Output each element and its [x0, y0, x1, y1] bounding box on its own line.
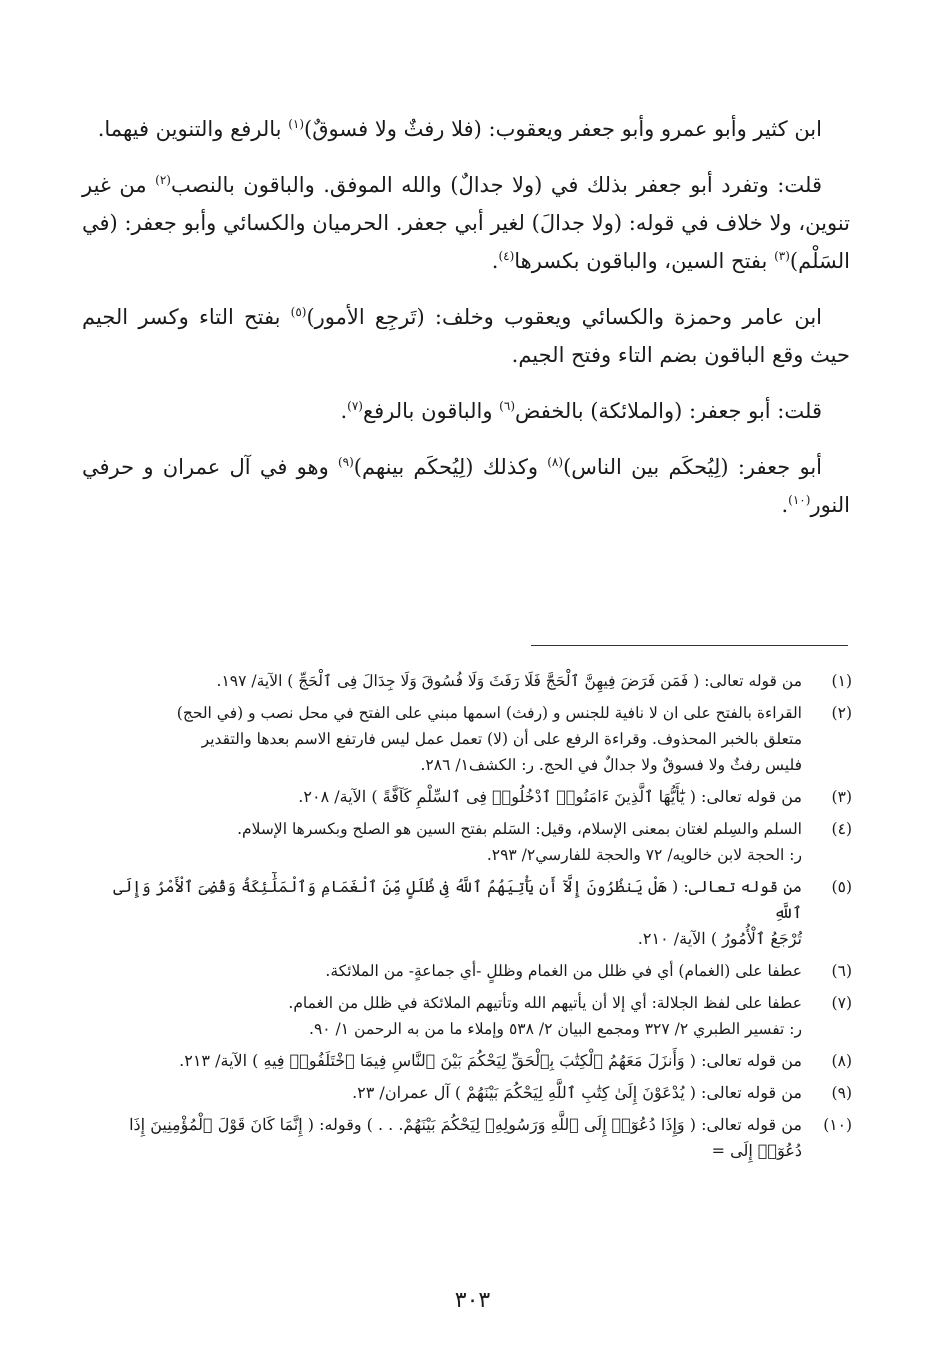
- footnote-5: [82, 874, 852, 952]
- text-run: بفتح التاء وكسر الجيم حيث وقع الباقون بضم التاء وفتح الجيم.: [82, 305, 850, 367]
- footnote-number: (٥): [831, 878, 852, 896]
- footnote-9: [82, 1080, 852, 1106]
- footnote-line: من قوله تعالى: ( وَأَنزَلَ مَعَهُمُ ٱلْكِتَٰبَ بِٱلْحَقِّ لِيَحْكُمَ بَيْنَ ٱلنَّاسِ فِيمَا ٱخْتَلَفُوا۟ فِيهِ ) الآية/ ٢١٣.: [179, 1051, 802, 1070]
- footnote-number: (٨): [831, 1052, 852, 1070]
- paragraph-2: [82, 166, 850, 280]
- footnote-line: من قوله تعالى: ( وَإِذَا دُعُوٓا۟ إِلَى ٱللَّهِ وَرَسُولِهِۦ لِيَحْكُمَ بَيْنَهُمْ. . . ) وقوله: ( إِنَّمَا كَانَ قَوْلَ ٱلْمُؤْمِنِينَ إِذَا دُعُوٓا۟ إِلَى =: [129, 1115, 802, 1160]
- main-text: [82, 110, 850, 542]
- footnote-ref: (٢): [155, 173, 171, 187]
- footnote-number: (٤): [831, 820, 852, 838]
- footnote-ref: (١٠): [788, 493, 811, 507]
- footnote-10: [82, 1112, 852, 1164]
- paragraph-3: [82, 298, 850, 374]
- text-run: وهو في آل عمران و حرفي النور: [82, 455, 850, 517]
- text-run: ابن عامر وحمزة والكسائي ويعقوب وخلف: (تَرجِع الأمور): [306, 305, 822, 329]
- footnote-7: [82, 990, 852, 1042]
- footnote-line: متعلق بالخبر المحذوف. وقراءة الرفع على أن (لا) تعمل عمل ليس فارتفع الاسم بعدها والتقدير: [201, 730, 802, 748]
- footnote-line: القراءة بالفتح على ان لا نافية للجنس و (رفث) اسمها مبني على الفتح في محل نصب و (في الحج): [176, 704, 802, 722]
- footnote-number: (٣): [831, 788, 852, 806]
- footnotes: [82, 668, 852, 1170]
- text-run: بالرفع والتنوين فيهما.: [97, 117, 289, 141]
- text-run: بفتح السين، والباقون بكسرها: [514, 249, 775, 273]
- text-run: .: [340, 399, 348, 423]
- text-run: .: [491, 249, 499, 273]
- text-run: من غير تنوين، ولا خلاف في قوله: (ولا جدالَ) لغير أبي جعفر. الحرميان والكسائي وأبو جعفر: (في السَلْم): [82, 173, 850, 273]
- footnote-line: عطفا على لفظ الجلالة: أي إلا أن يأتيهم الله وتأتيهم الملائكة في ظلل من الغمام.: [288, 994, 802, 1012]
- footnote-line: من قوله تعالى: ( فَمَن فَرَضَ فِيهِنَّ ٱلْحَجَّ فَلَا رَفَثَ وَلَا فُسُوقَ وَلَا جِدَالَ فِى ٱلْحَجِّ ) الآية/ ١٩٧.: [216, 672, 802, 690]
- footnote-6: [82, 958, 852, 984]
- paragraph-1: [82, 110, 850, 148]
- footnote-line: تُرْجَعُ ٱلْأُمُورُ ) الآية/ ٢١٠.: [637, 929, 802, 948]
- text-run: أبو جعفر: (لِيُحكَم بين الناس): [563, 455, 823, 479]
- footnote-line: عطفا على (الغمام) أي في ظلل من الغمام وظللٍ -أي جماعةٍ- من الملائكة.: [325, 962, 802, 980]
- footnote-number: (٩): [831, 1084, 852, 1102]
- footnote-ref: (٩): [337, 455, 354, 469]
- footnote-1: [82, 668, 852, 694]
- footnote-line: من قوله تعالى: ( يُدْعَوْنَ إِلَىٰ كِتَٰبِ ٱللَّهِ لِيَحْكُمَ بَيْنَهُمْ ) آل عمران/ ٢٣.: [352, 1083, 802, 1102]
- text-run: قلت: وتفرد أبو جعفر بذلك في (ولا جدالٌ) والله الموفق. والباقون بالنصب: [170, 173, 822, 197]
- footnote-ref: (٤): [498, 249, 515, 263]
- footnote-line: من قوله تعالى: ( هَلْ يَنظُرُونَ إِلَّآ أَن يَأْتِيَهُمُ ٱللَّهُ فِى ظُلَلٍ مِّنَ ٱلْغَمَامِ وَٱلْمَلَٰٓئِكَةُ وَقُضِىَ ٱلْأَمْرُ وَإِلَى ٱللَّهِ: [113, 877, 802, 922]
- footnote-ref: (٦): [499, 399, 515, 413]
- text-run: .: [781, 493, 789, 517]
- footnote-ref: (٥): [290, 305, 307, 319]
- footnote-separator: [531, 645, 848, 646]
- footnote-line: ر: تفسير الطبري ٢/ ٣٢٧ ومجمع البيان ٢/ ٥٣٨ وإملاء ما من به الرحمن ١/ ٩٠.: [309, 1020, 802, 1038]
- footnote-8: [82, 1048, 852, 1074]
- footnote-line: ر: الحجة لابن خالويه/ ٧٢ والحجة للفارسي٢/ ٢٩٣.: [486, 846, 802, 864]
- footnote-number: (١): [831, 672, 852, 690]
- footnote-number: (٢): [831, 704, 852, 722]
- footnote-line: من قوله تعالى: ( يَٰٓأَيُّهَا ٱلَّذِينَ ءَامَنُوا۟ ٱدْخُلُوا۟ فِى ٱلسِّلْمِ كَآفَّةً ) الآية/ ٢٠٨.: [298, 787, 802, 806]
- footnote-number: (٧): [831, 994, 852, 1012]
- text-run: ابن كثير وأبو عمرو وأبو جعفر ويعقوب: (فلا رفثٌ ولا فسوقٌ): [304, 117, 822, 141]
- paragraph-5: [82, 448, 850, 524]
- footnote-number: (١٠): [823, 1116, 852, 1134]
- footnote-ref: (٧): [347, 399, 363, 413]
- footnote-3: [82, 784, 852, 810]
- paragraph-4: [82, 392, 850, 430]
- footnote-number: (٦): [831, 962, 852, 980]
- footnote-ref: (٣): [774, 249, 790, 263]
- page-number: ٣٠٣: [454, 1288, 491, 1313]
- footnote-4: [82, 816, 852, 868]
- footnote-line: السلم والسِلم لغتان بمعنى الإسلام، وقيل: السَلم بفتح السين هو الصلح وبكسرها الإسلام.: [237, 820, 802, 838]
- footnote-line: فليس رفثٌ ولا فسوقٌ ولا جدالٌ في الحج. ر: الكشف١/ ٢٨٦.: [420, 756, 802, 774]
- text-run: قلت: أبو جعفر: (والملائكة) بالخفض: [515, 399, 822, 423]
- footnote-2: [82, 700, 852, 778]
- text-run: والباقون بالرفع: [362, 399, 500, 423]
- text-run: وكذلك (لِيُحكَم بينهم): [353, 455, 548, 479]
- footnote-ref: (٨): [547, 455, 564, 469]
- footnote-ref: (١): [288, 117, 305, 131]
